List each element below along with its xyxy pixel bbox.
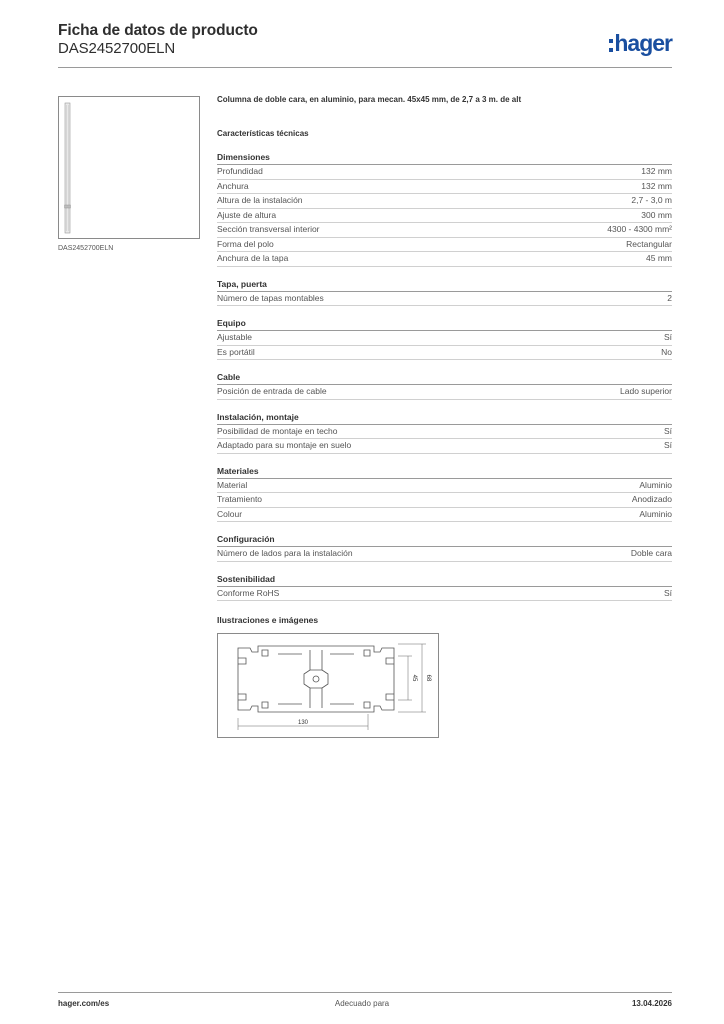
spec-row xyxy=(217,439,672,454)
spec-label: Colour xyxy=(217,508,243,519)
spec-section xyxy=(217,317,672,360)
product-image-caption: DAS2452700ELN xyxy=(58,245,114,252)
spec-row xyxy=(217,508,672,523)
spec-section xyxy=(217,465,672,523)
spec-label: Profundidad xyxy=(217,166,263,176)
spec-label: Ajustable xyxy=(217,332,252,342)
product-code: DAS2452700ELN xyxy=(58,40,176,57)
spec-label: Es portátil xyxy=(217,346,255,357)
spec-value: Sí xyxy=(663,587,672,598)
product-image xyxy=(58,96,200,239)
spec-row xyxy=(217,238,672,253)
hager-logo[interactable] xyxy=(609,30,672,56)
spec-section-title: Configuración xyxy=(217,533,672,547)
spec-value: 300 mm xyxy=(641,209,672,220)
spec-label: Ajuste de altura xyxy=(217,209,277,220)
spec-value: Sí xyxy=(663,332,672,342)
spec-label: Anchura xyxy=(217,180,249,191)
spec-label: Sección transversal interior xyxy=(217,224,320,234)
spec-value: Doble cara xyxy=(630,548,672,558)
spec-label: Anchura de la tapa xyxy=(217,253,289,263)
spec-value: Aluminio xyxy=(639,479,672,490)
column-product-icon xyxy=(59,97,199,238)
dimension-inner-label: 45 xyxy=(411,674,417,682)
spec-label: Posibilidad de montaje en techo xyxy=(217,425,338,436)
spec-value: Aluminio xyxy=(639,508,672,519)
spec-row xyxy=(217,165,672,180)
dimension-outer-label: 68 xyxy=(425,674,431,682)
spec-row xyxy=(217,587,672,602)
spec-label: Adaptado para su montaje en suelo xyxy=(217,440,352,450)
spec-value: 132 mm xyxy=(641,166,672,176)
spec-section-title: Equipo xyxy=(217,317,672,331)
spec-row xyxy=(217,346,672,361)
spec-section-title: Cable xyxy=(217,371,672,385)
spec-row xyxy=(217,425,672,440)
spec-section xyxy=(217,278,672,307)
spec-section-title: Instalación, montaje xyxy=(217,411,672,425)
spec-section xyxy=(217,411,672,454)
spec-section xyxy=(217,371,672,400)
spec-section xyxy=(217,573,672,602)
header-divider xyxy=(58,67,672,68)
spec-section-title: Dimensiones xyxy=(217,151,672,165)
dimension-width-label: 130 xyxy=(297,720,309,726)
technical-drawing xyxy=(217,633,439,738)
spec-label: Conforme RoHS xyxy=(217,587,280,598)
logo-mark-icon xyxy=(609,39,613,52)
spec-row xyxy=(217,209,672,224)
illustrations-heading: Ilustraciones e imágenes xyxy=(217,615,319,625)
product-details xyxy=(217,95,672,738)
spec-row xyxy=(217,385,672,400)
spec-label: Altura de la instalación xyxy=(217,195,303,205)
spec-label: Número de lados para la instalación xyxy=(217,548,353,558)
spec-value: Rectangular xyxy=(626,238,672,249)
spec-label: Tratamiento xyxy=(217,494,263,504)
spec-value: Anodizado xyxy=(631,494,672,504)
spec-value: No xyxy=(661,346,672,357)
page-title: Ficha de datos de producto xyxy=(58,22,258,39)
footer-suitability-note: Adecuado para xyxy=(334,999,390,1008)
spec-section-title: Materiales xyxy=(217,465,672,479)
spec-row xyxy=(217,252,672,267)
logo-text: hager xyxy=(614,30,672,56)
spec-row xyxy=(217,479,672,494)
spec-section xyxy=(217,533,672,562)
spec-value: 4300 - 4300 mm² xyxy=(607,224,672,234)
spec-row xyxy=(217,547,672,562)
spec-label: Material xyxy=(217,479,248,490)
spec-row xyxy=(217,292,672,307)
spec-section xyxy=(217,151,672,267)
spec-row xyxy=(217,331,672,346)
product-description: Columna de doble cara, en aluminio, para mecan. 45x45 mm, de 2,7 a 3 m. de alt xyxy=(217,95,522,104)
spec-value: 132 mm xyxy=(641,180,672,191)
footer-date: 13.04.2026 xyxy=(631,999,672,1008)
footer-website-link[interactable]: hager.com/es xyxy=(58,999,110,1008)
spec-section-title: Tapa, puerta xyxy=(217,278,672,292)
spec-sections xyxy=(217,151,672,601)
spec-value: 45 mm xyxy=(646,253,672,263)
spec-value: Sí xyxy=(663,440,672,450)
technical-characteristics-heading: Características técnicas xyxy=(217,129,309,138)
spec-label: Número de tapas montables xyxy=(217,292,324,303)
spec-label: Posición de entrada de cable xyxy=(217,386,327,396)
cross-section-drawing-icon xyxy=(218,634,438,737)
spec-row xyxy=(217,194,672,209)
spec-row xyxy=(217,493,672,508)
spec-row xyxy=(217,223,672,238)
spec-label: Forma del polo xyxy=(217,238,274,249)
spec-value: 2,7 - 3,0 m xyxy=(631,195,672,205)
spec-row xyxy=(217,180,672,195)
spec-section-title: Sostenibilidad xyxy=(217,573,672,587)
footer-divider xyxy=(58,992,672,993)
spec-value: Lado superior xyxy=(620,386,672,396)
spec-value: Sí xyxy=(663,425,672,436)
spec-value: 2 xyxy=(667,292,672,303)
